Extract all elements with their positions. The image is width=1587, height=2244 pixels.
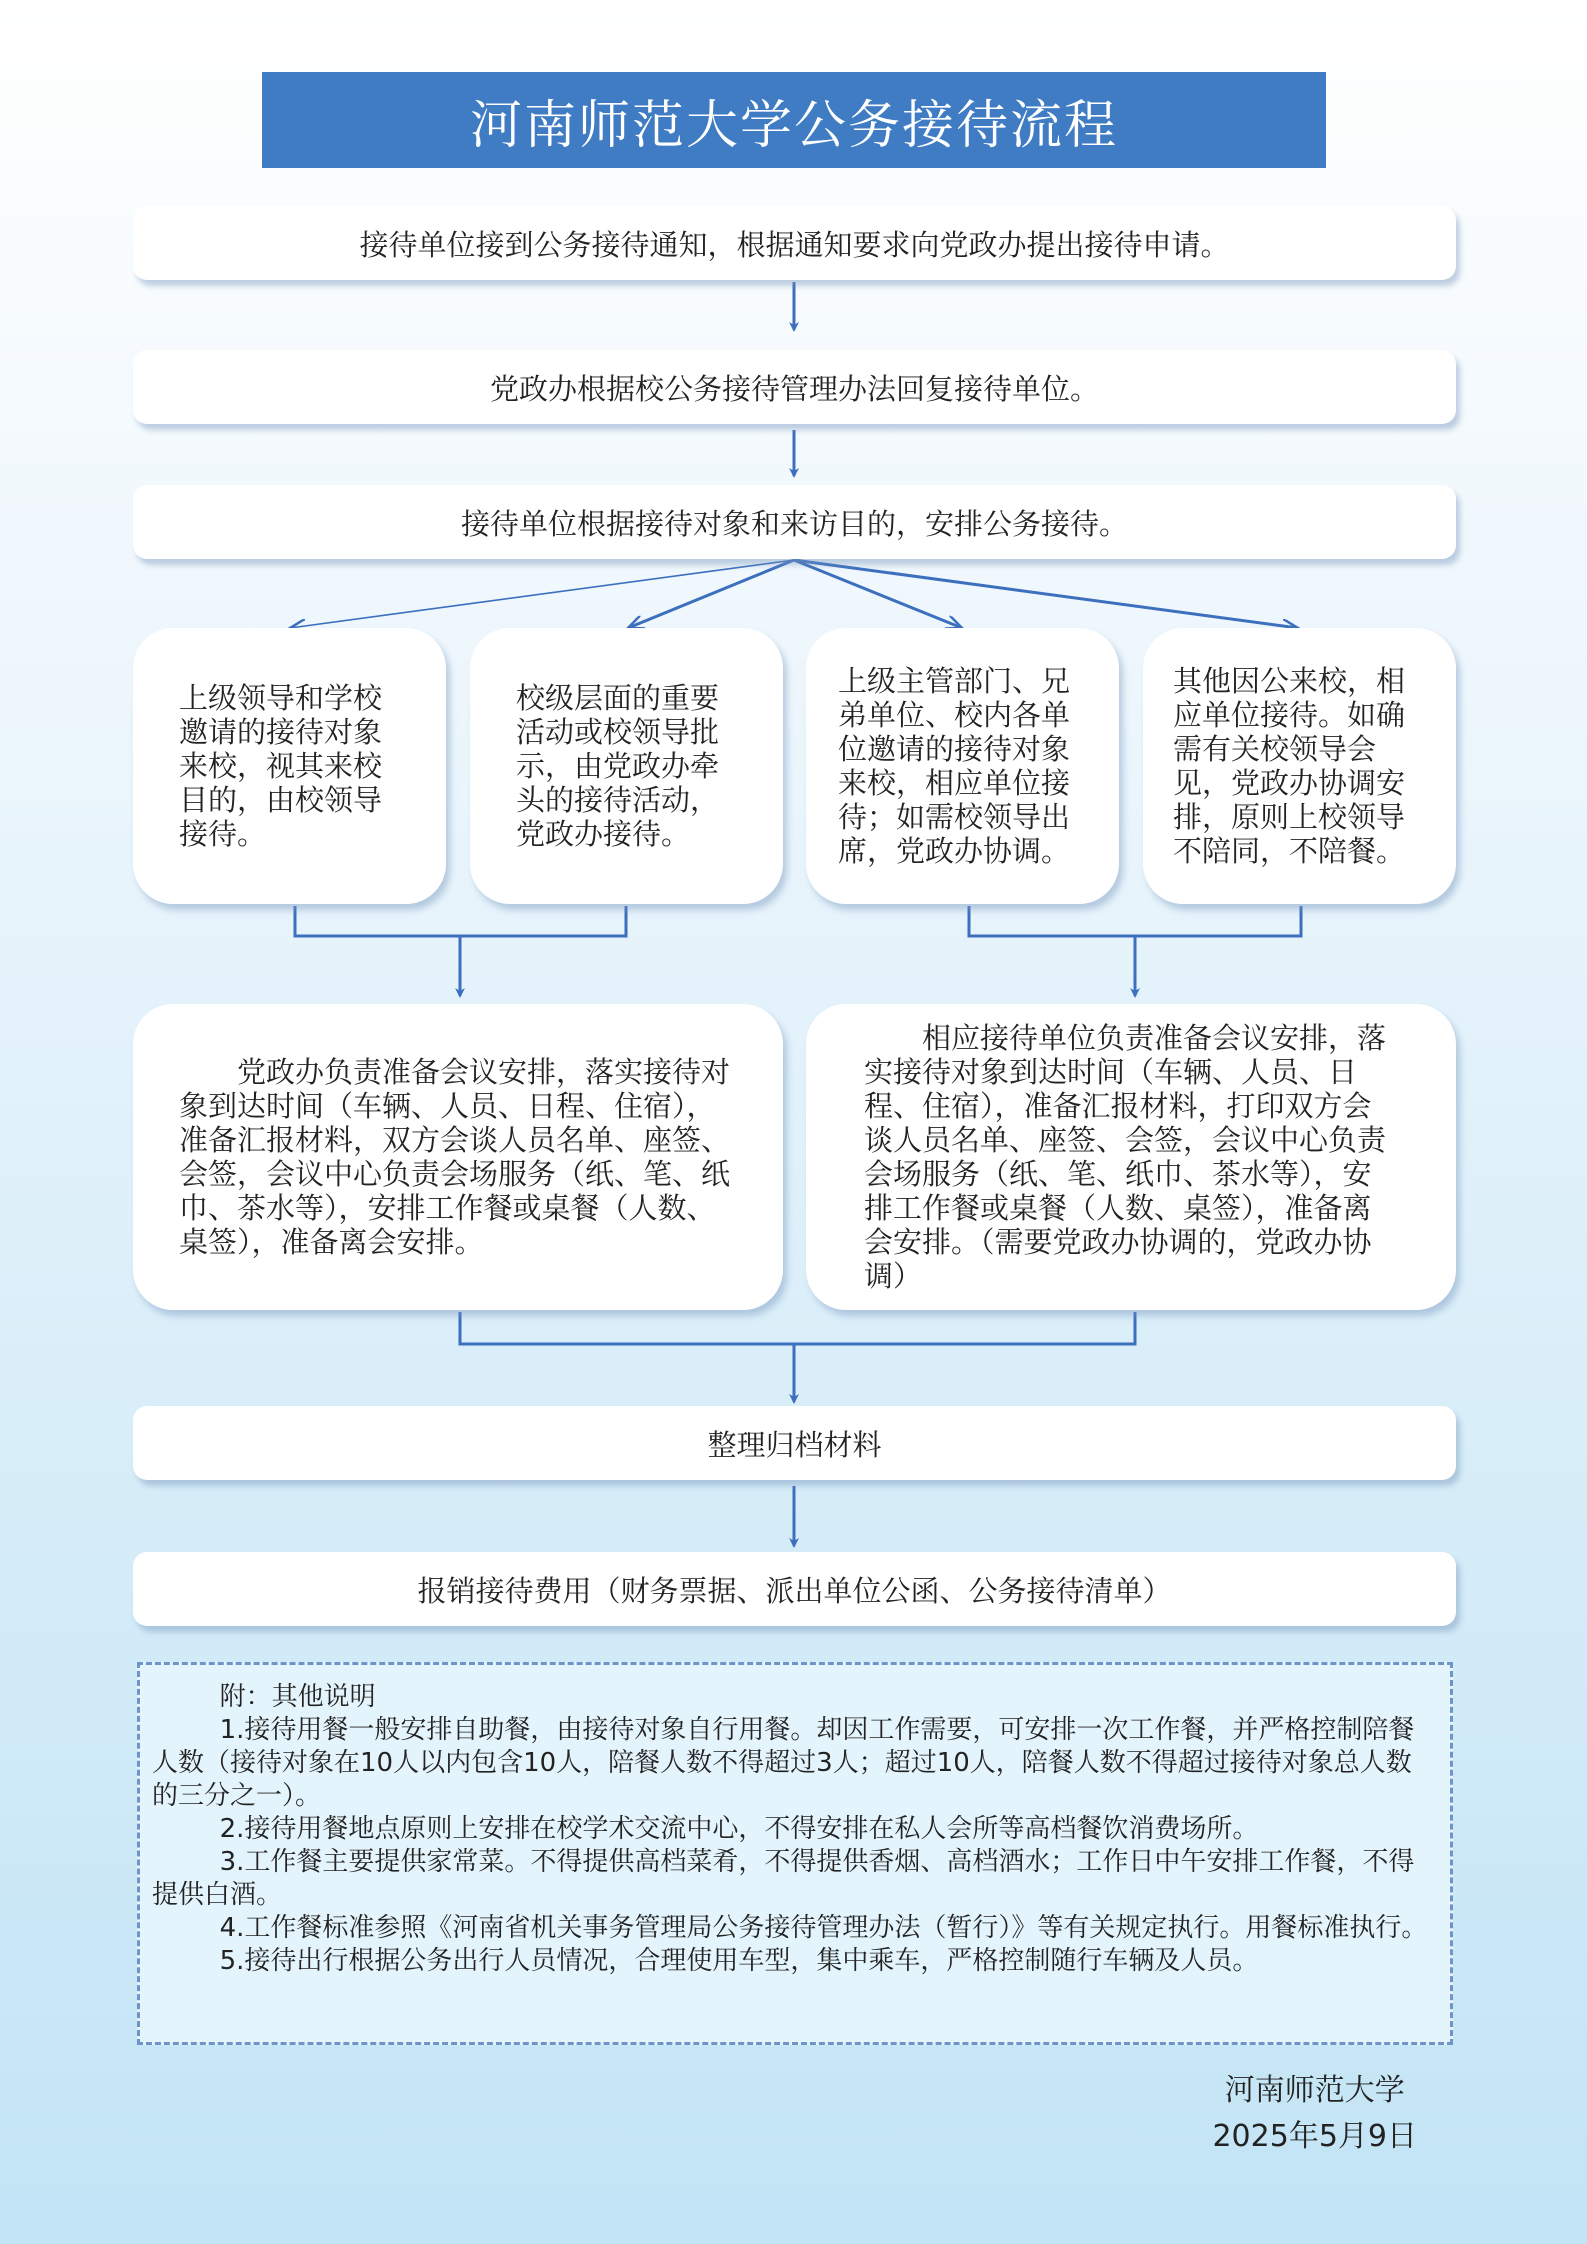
footer-signature bbox=[1212, 2068, 1417, 2160]
step-arrange: 接待单位根据接待对象和来访目的，安排公务接待。 bbox=[133, 485, 1456, 559]
footer-org: 河南师范大学 bbox=[1224, 2073, 1405, 2108]
step-archive: 整理归档材料 bbox=[133, 1406, 1456, 1480]
merge-work bbox=[460, 1312, 1135, 1344]
step-reply: 党政办根据校公务接待管理办法回复接待单位。 bbox=[133, 350, 1456, 424]
notes-box bbox=[137, 1662, 1453, 2045]
work-box-left bbox=[133, 1004, 783, 1310]
work-text-right: 相应接待单位负责准备会议安排，落实接待对象到达时间（车辆、人员、日程、住宿），准备汇报材料，打印双方会谈人员名单、座签、会签，会议中心负责会场服务（纸、笔、纸巾、茶水等），安排工作餐或桌餐（人数、桌签），准备离会安排。（需要党政办协调的，党政办协调） bbox=[864, 1021, 1387, 1293]
notes-item-4: 4.工作餐标准参照《河南省机关事务管理局公务接待管理办法（暂行）》等有关规定执行。用餐标准执行。 bbox=[219, 1913, 1428, 1943]
footer-date: 2025年5月9日 bbox=[1212, 2119, 1417, 2154]
notes-item-3: 3.工作餐主要提供家常菜。不得提供高档菜肴，不得提供香烟、高档酒水；工作日中午安排工作餐，不得提供白酒。 bbox=[152, 1847, 1415, 1910]
branch-box-3 bbox=[806, 628, 1119, 904]
arrow-3-branch4 bbox=[794, 560, 1298, 628]
branch-text-4: 其他因公来校，相应单位接待。如确需有关校领导会见，党政办协调安排，原则上校领导不陪同，不陪餐。 bbox=[1173, 664, 1406, 868]
branch-box-4 bbox=[1143, 628, 1456, 904]
branch-text-1: 上级领导和学校邀请的接待对象来校，视其来校目的，由校领导接待。 bbox=[179, 681, 383, 851]
work-text-left: 党政办负责准备会议安排，落实接待对象到达时间（车辆、人员、日程、住宿），准备汇报材料，双方会谈人员名单、座签、会签，会议中心负责会场服务（纸、笔、纸巾、茶水等），安排工作餐或桌餐（人数、桌签），准备离会安排。 bbox=[179, 1055, 731, 1259]
step-reimburse: 报销接待费用（财务票据、派出单位公函、公务接待清单） bbox=[133, 1552, 1456, 1626]
notes-item-1: 1.接待用餐一般安排自助餐，由接待对象自行用餐。却因工作需要，可安排一次工作餐，并严格控制陪餐人数（接待对象在10人以内包含10人，陪餐人数不得超过3人；超过10人，陪餐人数不得超过接待对象总人数的三分之一）。 bbox=[152, 1715, 1415, 1811]
branch-box-1 bbox=[133, 628, 446, 904]
branch-text-3: 上级主管部门、兄弟单位、校内各单位邀请的接待对象来校，相应单位接待；如需校领导出席，党政办协调。 bbox=[838, 664, 1071, 868]
notes-heading: 附：其他说明 bbox=[219, 1682, 376, 1712]
merge-left bbox=[295, 906, 626, 936]
branch-text-2: 校级层面的重要活动或校领导批示，由党政办牵头的接待活动，党政办接待。 bbox=[516, 681, 720, 851]
notes-item-5: 5.接待出行根据公务出行人员情况，合理使用车型，集中乘车，严格控制随行车辆及人员。 bbox=[219, 1946, 1259, 1976]
page-title: 河南师范大学公务接待流程 bbox=[262, 72, 1326, 168]
work-box-right bbox=[806, 1004, 1456, 1310]
branch-box-2 bbox=[470, 628, 783, 904]
arrow-3-branch1 bbox=[290, 560, 794, 628]
arrow-3-branch2 bbox=[628, 560, 794, 628]
step-application: 接待单位接到公务接待通知，根据通知要求向党政办提出接待申请。 bbox=[133, 206, 1456, 280]
notes-item-2: 2.接待用餐地点原则上安排在校学术交流中心，不得安排在私人会所等高档餐饮消费场所。 bbox=[219, 1814, 1259, 1844]
merge-right bbox=[969, 906, 1301, 936]
